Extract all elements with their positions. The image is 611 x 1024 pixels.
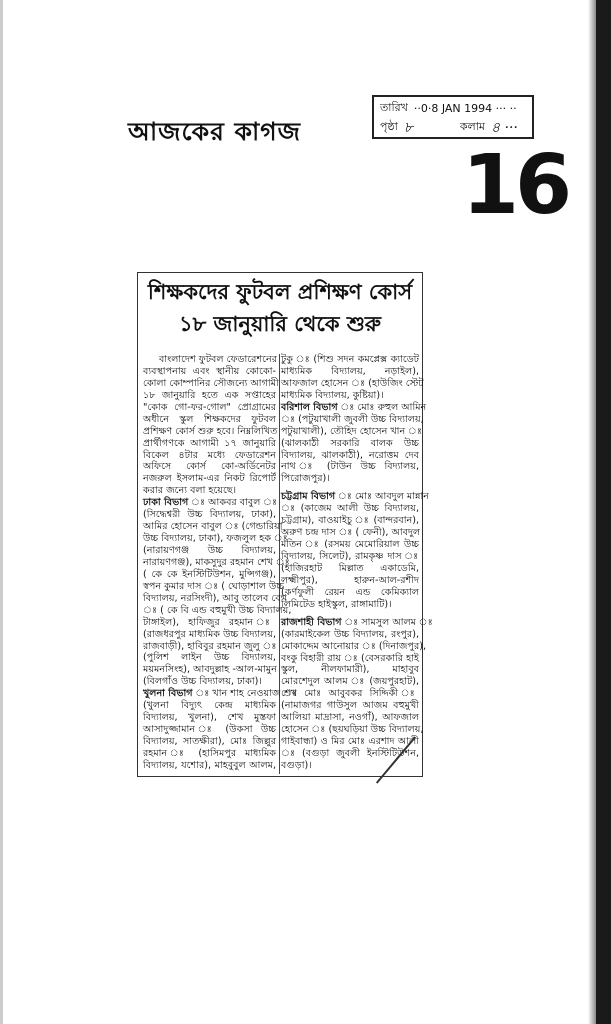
- article-text-line: [281, 438, 419, 450]
- line-text: মোরশেদুল আলম ঃ (জয়পুরহাট),: [281, 676, 419, 688]
- line-text: অফিসে কোর্স কো-অর্ডিনেটর: [143, 461, 276, 473]
- line-text: বিদ্যালয়, সিলেট), রামকৃষ্ণ দাস ঃ: [281, 551, 419, 562]
- line-text: বিকেল ৪টার মধ্যে ফেডারেশন: [143, 449, 276, 461]
- stamp-date-label: তারিখ: [380, 101, 408, 114]
- article-text-line: [143, 473, 276, 485]
- stamp-column-value: ৪ ···: [491, 119, 518, 136]
- line-text: অরুণ চন্দ্র দাস ঃ ( ফেনী), আবদুল: [281, 527, 421, 539]
- line-text: প্রার্থীগণকে আগামী ১৭ জানুয়ারি: [143, 437, 276, 449]
- line-text: আসাদুজ্জামান ঃ (উকসা উচ্চ: [143, 724, 276, 736]
- article-text-line: [143, 569, 276, 581]
- line-text: রাজবাড়ী), হাবিবুর রহমান জুলু ঃ: [143, 640, 277, 652]
- line-text: ঃ খান শাহ নেওয়াজ ঃ: [192, 688, 298, 700]
- article-text-line: [281, 712, 419, 724]
- article-text-line: [143, 354, 276, 366]
- article-text-line: [143, 497, 276, 509]
- article-text-line: [281, 640, 427, 653]
- article-text-line: [143, 629, 276, 641]
- line-text: ঃ (বগুড়া জুবলী ইনস্টিটিউশন,: [281, 748, 419, 759]
- line-text: (ঝালকাঠী সরকারি বালক উচ্চ: [281, 437, 419, 449]
- line-text: ঃ মোঃ আবদুল মান্নান: [335, 491, 430, 503]
- scan-shadow-right: [588, 0, 596, 1024]
- line-text: ( কে কে ইনস্টিটিউশন, মুন্সিগঞ্জ),: [143, 568, 276, 580]
- line-text: শেখ মোঃ আবুবকর সিদ্দিকী ঃ: [281, 688, 419, 700]
- division-heading: চট্টগ্রাম বিভাগ: [281, 491, 336, 503]
- line-text: বাংলাদেশ ফুটবল ফেডারেশনের: [159, 354, 277, 365]
- line-text: বিদ্যালয়, খুলনা), শেখ মুস্তফা: [143, 712, 276, 724]
- line-text: ঃ আকবর বাবুল ঃ: [188, 497, 278, 509]
- article-text-line: [143, 580, 285, 593]
- article-text-line: [143, 641, 276, 653]
- article-text-line: [281, 539, 419, 551]
- line-text: চট্টগ্রাম), বাওয়াইচু ঃ (বান্দরবান),: [281, 515, 419, 527]
- newspaper-masthead: আজকের কাগজ: [128, 117, 302, 146]
- article-text-line: [143, 545, 276, 557]
- article-text-line: [281, 587, 419, 599]
- article-text-line: [281, 401, 427, 414]
- headline-line-2: ১৮ জানুয়ারি থেকে শুরু: [178, 312, 382, 336]
- line-text: ঃ (কাজেম আলী উচ্চ বিদ্যালয়,: [281, 503, 419, 515]
- line-text: মোকাদ্দেম আনোয়ার ঃ (দিনাজপুর),: [281, 640, 427, 652]
- article-text-line: [281, 599, 419, 611]
- line-text: টুকু ঃ (শিশু সদন কমপ্লেক্স ক্যাডেট: [281, 354, 419, 365]
- article-text-line: [281, 629, 419, 641]
- article-text-line: [143, 377, 279, 390]
- line-text: পিরোজপুর)।: [281, 473, 330, 485]
- line-text: কোলা কোম্পানির সৌজন্যে আগামী: [143, 377, 279, 389]
- division-heading: ঢাকা বিভাগ: [143, 497, 189, 509]
- article-text-line: [143, 724, 276, 736]
- article-text-line: [143, 617, 276, 629]
- scan-edge-right: [596, 0, 611, 1024]
- article-text-line: [281, 575, 419, 587]
- article-text-line: [143, 426, 276, 438]
- article-text-line: [143, 712, 276, 724]
- article-text-line: [281, 503, 419, 515]
- line-text: আফজাল হোসেন ঃ (হাউজিং স্টেট: [281, 377, 424, 389]
- article-text-line: [143, 676, 276, 688]
- line-text: (বিলগাঁও উচ্চ বিদ্যালয়, ঢাকা)।: [143, 676, 262, 688]
- division-heading: রাজশাহী বিভাগ: [281, 616, 342, 628]
- line-text: ঃ ( কে বি এন্ড বহুমুখী উচ্চ বিদ্যালয়,: [143, 604, 292, 616]
- article-text-line: [143, 556, 290, 569]
- line-text: (খুলনা বিদ্যুৎ কেন্দ্র মাধ্যমিক: [143, 700, 276, 712]
- article-text-line: [143, 700, 276, 712]
- line-text: অধীনে স্কুল শিক্ষকদের ফুটবল: [143, 413, 276, 425]
- article-text-line: [143, 485, 276, 497]
- article-text-line: [281, 616, 433, 629]
- line-text: ঃ (পটুয়াখালী জুবলী উচ্চ বিদ্যালয়,: [281, 413, 424, 425]
- article-text-line: [281, 491, 430, 503]
- stamp-column-label: কলাম: [459, 120, 486, 133]
- article-text-line: [281, 515, 419, 527]
- article-text-line: [281, 653, 419, 665]
- article-text-line: [281, 664, 419, 676]
- division-heading: খুলনা বিভাগ: [143, 688, 193, 700]
- article-text-line: [143, 652, 276, 664]
- article-text-line: [143, 664, 276, 676]
- line-text: (নারায়ণগঞ্জ উচ্চ বিদ্যালয়,: [143, 545, 276, 556]
- line-text: গাইবান্ধা) ও মির মোঃ এরশাদ আলী: [281, 736, 419, 748]
- article-text-line: [281, 425, 422, 438]
- article-text-line: [143, 438, 276, 450]
- stamp-page-value: ৮: [403, 119, 413, 136]
- article-text-line: [281, 527, 419, 539]
- line-text: বিদ্যালয়, সাতক্ষীরা), মোঃ জিল্লুর: [143, 736, 276, 747]
- line-text: রহমান ঃ (হাসিমপুর মাধ্যমিক: [143, 747, 276, 759]
- article-text-line: [143, 450, 276, 462]
- article-text-line: [143, 414, 276, 426]
- line-text: "কোক গো-ফর-গোল" প্রোগ্রামের: [143, 401, 276, 413]
- article-text-line: [281, 736, 419, 748]
- article-text-line: [143, 521, 283, 533]
- article-text-line: [143, 533, 288, 545]
- article-text-line: [281, 700, 419, 712]
- article-text-line: [281, 354, 419, 366]
- article-text-line: [143, 688, 298, 700]
- line-text: বিদ্যালয়, যশোর), মাহবুবুল আলম,: [143, 759, 276, 771]
- article-text-line: [143, 748, 276, 760]
- line-text: প্রশিক্ষণ কোর্স শুরু হবে। নিম্নলিখিত: [143, 425, 278, 437]
- article-text-line: [143, 592, 287, 605]
- line-text: হোসেন ঃ (ছয়ঘড়িয়া উচ্চ বিদ্যালয়,: [281, 724, 424, 736]
- article-clipping: [137, 272, 433, 777]
- headline-line-1: শিক্ষকদের ফুটবল প্রশিক্ষণ কোর্স: [147, 280, 413, 304]
- article-text-line: [281, 688, 419, 700]
- stamp-page-row: [380, 118, 526, 137]
- line-text: আমির হোসেন বাবুল ঃ (গেন্ডারিয়া: [143, 521, 283, 533]
- line-text: মতিন ঃ (রসময় মেমোরিয়াল উচ্চ: [281, 539, 419, 551]
- line-text: লক্ষ্মীপুর), হারুন-আল-রশীদ: [281, 574, 419, 586]
- line-text: (হাজিরহাট মিল্লাত একাডেমি,: [281, 562, 419, 574]
- article-text-line: [281, 760, 419, 772]
- line-text: (কারমাইকেল উচ্চ বিদ্যালয়, রংপুর),: [281, 628, 419, 640]
- line-text: বিদ্যালয়, ঝালকাঠী), নরোত্তম দেব: [281, 449, 419, 461]
- line-text: ১৮ জানুয়ারি হতে এক সপ্তাহের: [143, 389, 276, 401]
- line-text: লিমিটেড হাইস্কুল, রাঙ্গামাটি)।: [281, 598, 392, 610]
- article-text-line: [143, 604, 292, 617]
- article-text-line: [281, 676, 419, 688]
- article-text-line: [281, 377, 424, 390]
- line-text: আলিয়া মাদ্রাসা, নওগাঁ), আফজাল: [281, 712, 419, 724]
- division-heading: বরিশাল বিভাগ: [281, 401, 338, 413]
- article-text-line: [281, 551, 419, 563]
- handwritten-page-number: 16: [462, 138, 569, 233]
- article-text-line: [281, 366, 419, 378]
- article-text-line: [281, 461, 419, 473]
- line-text: ঃ মোঃ রুহুল আমিন: [337, 401, 427, 413]
- line-text: স্কুল, নীলফামারী), মাহাবুব: [281, 664, 419, 676]
- line-text: নাথ ঃ (টাউন উচ্চ বিদ্যালয়,: [281, 461, 419, 473]
- line-text: বিদ্যালয়, নরসিংদী), আবু তালেব বেগ: [143, 592, 287, 604]
- line-text: বগুড়া)।: [281, 759, 312, 771]
- article-text-line: [281, 450, 419, 462]
- article-text-line: [281, 473, 419, 485]
- line-text: ঃ সামসুল আলম ঃ: [341, 616, 433, 628]
- article-text-line: [143, 402, 276, 414]
- article-text-line: [143, 461, 276, 473]
- article-text-line: [143, 509, 276, 521]
- line-text: মাধ্যমিক বিদ্যালয়, নড়াইল),: [281, 365, 419, 377]
- line-text: (রাজধরপুর মাধ্যমিক উচ্চ বিদ্যালয়,: [143, 628, 276, 640]
- line-text: মাধ্যমিক বিদ্যালয়, কুষ্টিয়া)।: [281, 389, 384, 401]
- line-text: নারায়ণগঞ্জ), মাকসুদুর রহমান শেখ ঃ: [143, 556, 290, 568]
- line-text: টাঙ্গাইল), হাফিজুর রহমান ঃ: [143, 616, 276, 628]
- line-text: ব্যবস্থাপনায় এবং স্থানীয় কোকো-: [143, 365, 276, 377]
- line-text: (পুলিশ লাইন উচ্চ বিদ্যালয়,: [143, 652, 276, 664]
- article-text-line: [281, 413, 424, 426]
- line-text: পটুয়াখালী), তৌহিদ হোসেন খান ঃ: [281, 425, 422, 437]
- article-text-line: [281, 563, 419, 575]
- article-text-line: [143, 760, 276, 772]
- line-text: (সিদ্ধেশ্বরী উচ্চ বিদ্যালয়, ঢাকা),: [143, 509, 276, 521]
- line-text: করার জন্যে বলা হয়েছে।: [143, 485, 237, 497]
- article-headline: [138, 275, 422, 339]
- scan-edge-left: [0, 0, 3, 1024]
- article-text-line: [143, 736, 276, 748]
- article-column-right: [281, 354, 433, 772]
- line-text: বংকু বিহারী রায় ঃ (বেসরকারি হাই: [281, 652, 419, 664]
- line-text: (নামাজগর গাউসুল আজম বহুমুখী: [281, 700, 419, 712]
- stamp-date-value: ··0·8 JAN 1994 ··· ··: [413, 102, 517, 115]
- line-text: (কর্ণফুলী রেয়ন এন্ড কেমিক্যাল: [281, 586, 419, 598]
- article-text-line: [281, 724, 424, 736]
- line-text: ময়মনসিংহ), আবদুল্লাহ -আল-মামুন: [143, 664, 277, 676]
- line-text: নজরুল ইসলাম-এর নিকট রিপোর্ট: [143, 473, 276, 485]
- article-text-line: [281, 390, 419, 402]
- article-text-line: [143, 390, 276, 402]
- line-text: স্বপন কুমার দাস ঃ ( ঘোড়াশাল উচ্চ: [143, 580, 285, 592]
- archive-stamp: [372, 95, 534, 139]
- stamp-page-label: পৃষ্ঠা: [380, 120, 398, 133]
- line-text: উচ্চ বিদ্যালয়, ঢাকা), ফজলুল হক ঃ: [143, 533, 288, 545]
- article-text-line: [143, 366, 276, 378]
